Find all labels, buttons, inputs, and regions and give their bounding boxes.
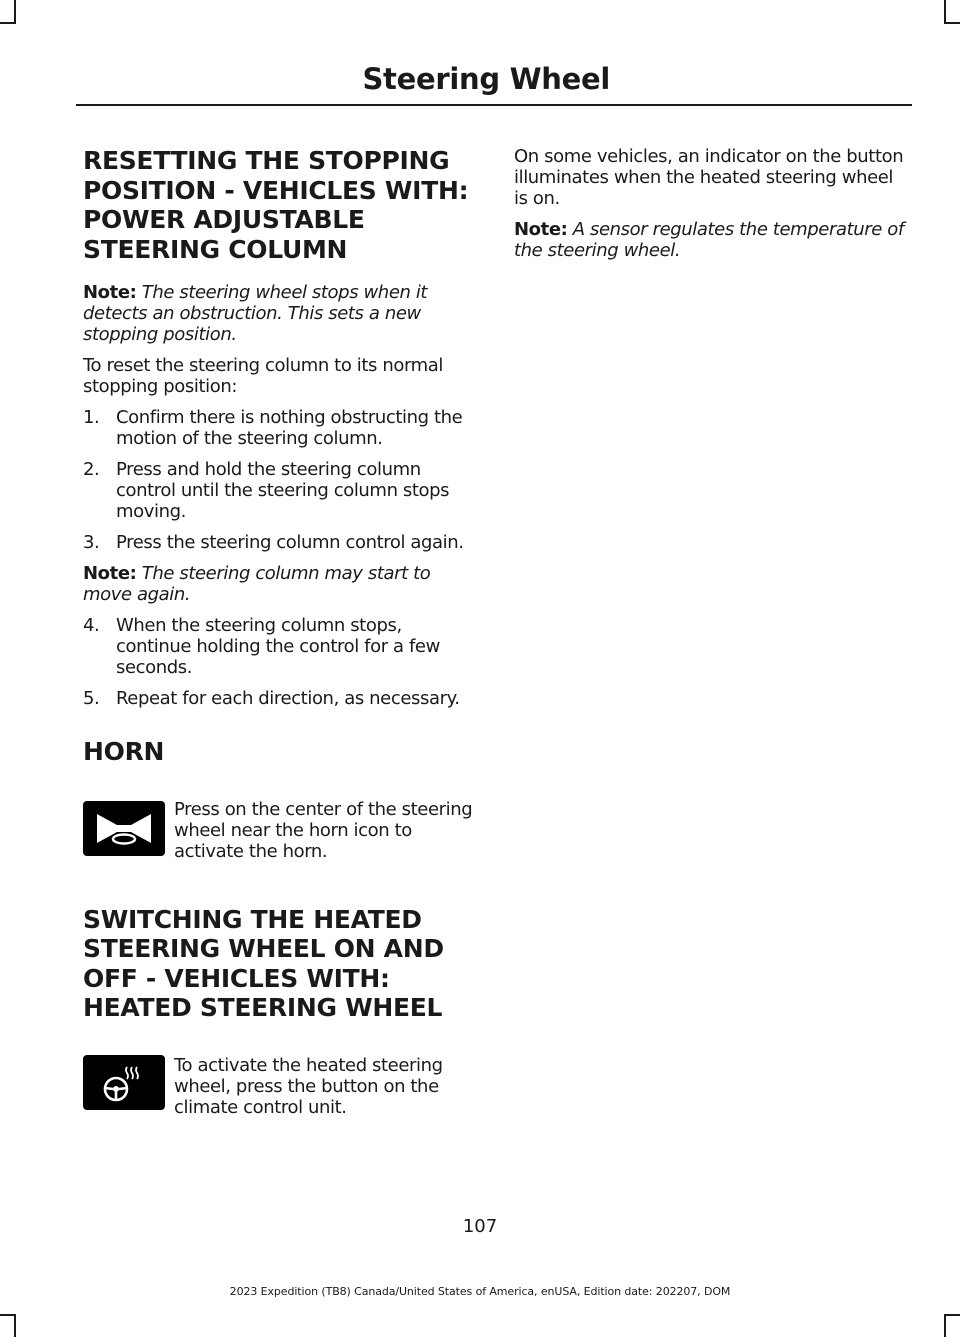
page-number: 107 bbox=[462, 1216, 498, 1237]
footer-edition-info: 2023 Expedition (TB8) Canada/United States of America, enUSA, Edition date: 202207, DOM bbox=[229, 1285, 731, 1298]
crop-mark bbox=[0, 1314, 16, 1316]
horn-row bbox=[83, 799, 478, 883]
section-heading-heated: SWITCHING THE HEATED STEERING WHEEL ON AND OFF - VEHICLES WITH: HEATED STEERING WHEEL bbox=[83, 904, 444, 1022]
crop-mark bbox=[14, 0, 16, 22]
list-item bbox=[83, 615, 478, 678]
crop-mark bbox=[14, 1315, 16, 1337]
step-text: When the steering column stops, continue holding the control for a few seconds. bbox=[116, 615, 440, 678]
list-item bbox=[83, 532, 478, 553]
step-number: 5. bbox=[83, 688, 100, 709]
note-text: A sensor regulates the temperature of the steering wheel. bbox=[514, 219, 904, 261]
section-heading-horn: HORN bbox=[83, 737, 165, 766]
step-number: 4. bbox=[83, 615, 100, 636]
list-item bbox=[83, 459, 478, 522]
crop-mark bbox=[944, 0, 946, 22]
step-number: 2. bbox=[83, 459, 100, 480]
list-item bbox=[83, 407, 478, 449]
note-text: The steering wheel stops when it detects an obstruction. This sets a new stopping position. bbox=[83, 282, 428, 345]
header-rule bbox=[76, 104, 912, 106]
note-label: Note: bbox=[514, 219, 568, 240]
note-sensor bbox=[514, 219, 909, 261]
horn-text: Press on the center of the steering wheel near the horn icon to activate the horn. bbox=[174, 798, 473, 862]
heated-row bbox=[83, 1055, 478, 1139]
list-item bbox=[83, 688, 478, 709]
steps-list-b bbox=[83, 615, 478, 709]
note-obstruction bbox=[83, 282, 478, 345]
crop-mark bbox=[944, 1315, 946, 1337]
crop-mark bbox=[944, 1314, 960, 1316]
step-text: Repeat for each direction, as necessary. bbox=[116, 688, 460, 709]
step-text: Press the steering column control again. bbox=[116, 532, 464, 553]
step-number: 1. bbox=[83, 407, 100, 428]
reset-intro: To reset the steering column to its normal stopping position: bbox=[83, 355, 443, 397]
step-number: 3. bbox=[83, 532, 100, 553]
horn-icon bbox=[83, 801, 165, 856]
step-text: Press and hold the steering column control until the steering column stops moving. bbox=[116, 459, 450, 522]
right-column bbox=[514, 146, 909, 261]
step-text: Confirm there is nothing obstructing the motion of the steering column. bbox=[116, 407, 463, 449]
heated-text: To activate the heated steering wheel, press the button on the climate control unit. bbox=[174, 1054, 443, 1118]
note-label: Note: bbox=[83, 282, 137, 303]
heated-steering-wheel-icon bbox=[83, 1055, 165, 1110]
steps-list-a bbox=[83, 407, 478, 553]
note-text: The steering column may start to move again. bbox=[83, 563, 431, 605]
note-label: Note: bbox=[83, 563, 137, 584]
crop-mark bbox=[944, 22, 960, 24]
left-column bbox=[83, 146, 478, 1139]
crop-mark bbox=[0, 22, 16, 24]
indicator-text: On some vehicles, an indicator on the button illuminates when the heated steering wheel is on. bbox=[514, 146, 904, 209]
note-may-move bbox=[83, 563, 478, 605]
page-header-title: Steering Wheel bbox=[362, 62, 610, 96]
section-heading-resetting: RESETTING THE STOPPING POSITION - VEHICLES WITH: POWER ADJUSTABLE STEERING COLUMN bbox=[83, 146, 469, 264]
